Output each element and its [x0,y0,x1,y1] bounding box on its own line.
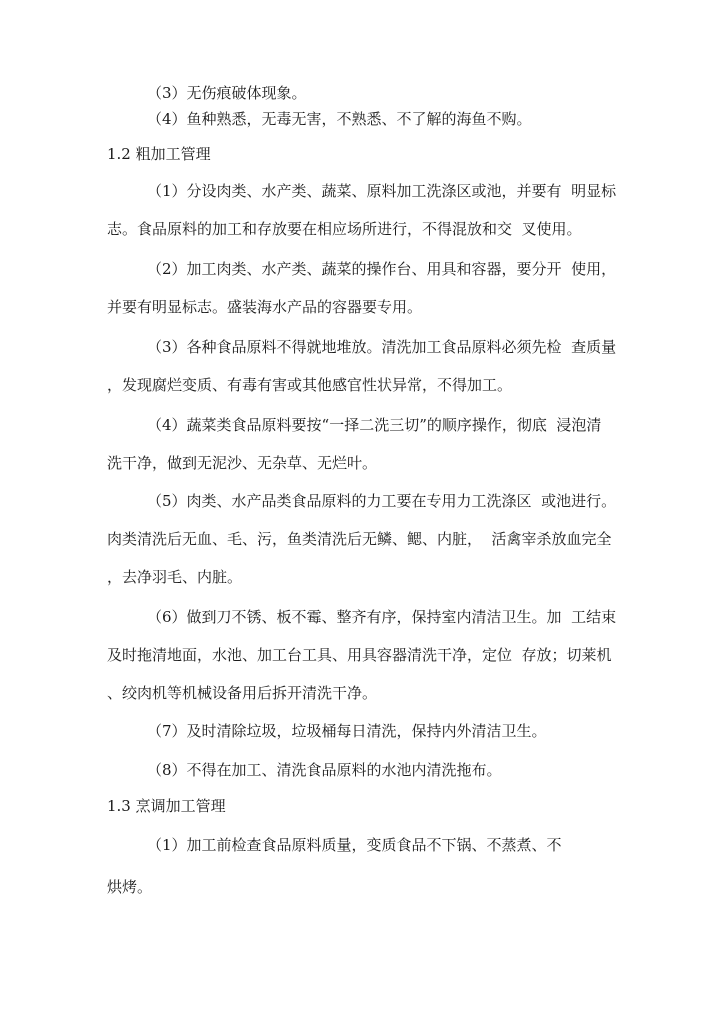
text-line: （4）蔬菜类食品原料要按“一择二洗三切”的顺序操作，彻底 浸泡清 [147,416,602,434]
text-line: （5）肉类、水产品类食品原料的力工要在专用力工洗涤区 或池进行。 [147,492,617,510]
text-line: （3）无伤痕破体现象。 [147,84,307,102]
text-line: （7）及时清除垃圾，垃圾桶每日清洗，保持内外清洁卫生。 [147,722,547,740]
text-line: （1）分设肉类、水产类、蔬菜、原料加工洗涤区或池，并要有 明显标 [147,182,617,200]
text-line: 、绞肉机等机械设备用后拆开清洗干净。 [107,684,378,702]
section-heading: 1.3 烹调加工管理 [107,797,226,815]
text-line: （6）做到刀不锈、板不霉、整齐有序，保持室内清洁卫生。加 工结束 [147,608,617,626]
text-line: 并要有明显标志。盛装海水产品的容器要专用。 [107,298,423,316]
text-line: （8）不得在加工、清洗食品原料的水池内清洗拖布。 [147,761,502,779]
text-line: 洗干净，做到无泥沙、无杂草、无烂叶。 [107,454,378,472]
text-line: ，去净羽毛、内脏。 [107,568,243,586]
text-line: （4）鱼种熟悉，无毒无害，不熟悉、不了解的海鱼不购。 [147,110,532,128]
text-line: 志。食品原料的加工和存放要在相应场所进行，不得混放和交 叉使用。 [107,220,582,238]
text-line: 肉类清洗后无血、毛、污，鱼类清洗后无鳞、鳃、内脏， 活禽宰杀放血完全 [107,530,612,548]
text-line: （2）加工肉类、水产类、蔬菜的操作台、用具和容器，要分开 使用， [147,260,617,278]
text-line: 及时拖清地面，水池、加工台工具、用具容器清洗干净，定位 存放；切莱机 [107,646,612,664]
text-line: 烘烤。 [107,878,153,896]
section-heading: 1.2 粗加工管理 [107,145,211,163]
text-line: （1）加工前检查食品原料质量，变质食品不下锅、不蒸煮、不 [147,836,562,854]
text-line: ，发现腐烂变质、有毒有害或其他感官性状异常，不得加工。 [107,376,513,394]
text-line: （3）各种食品原料不得就地堆放。清洗加工食品原料必须先检 查质量 [147,338,617,356]
